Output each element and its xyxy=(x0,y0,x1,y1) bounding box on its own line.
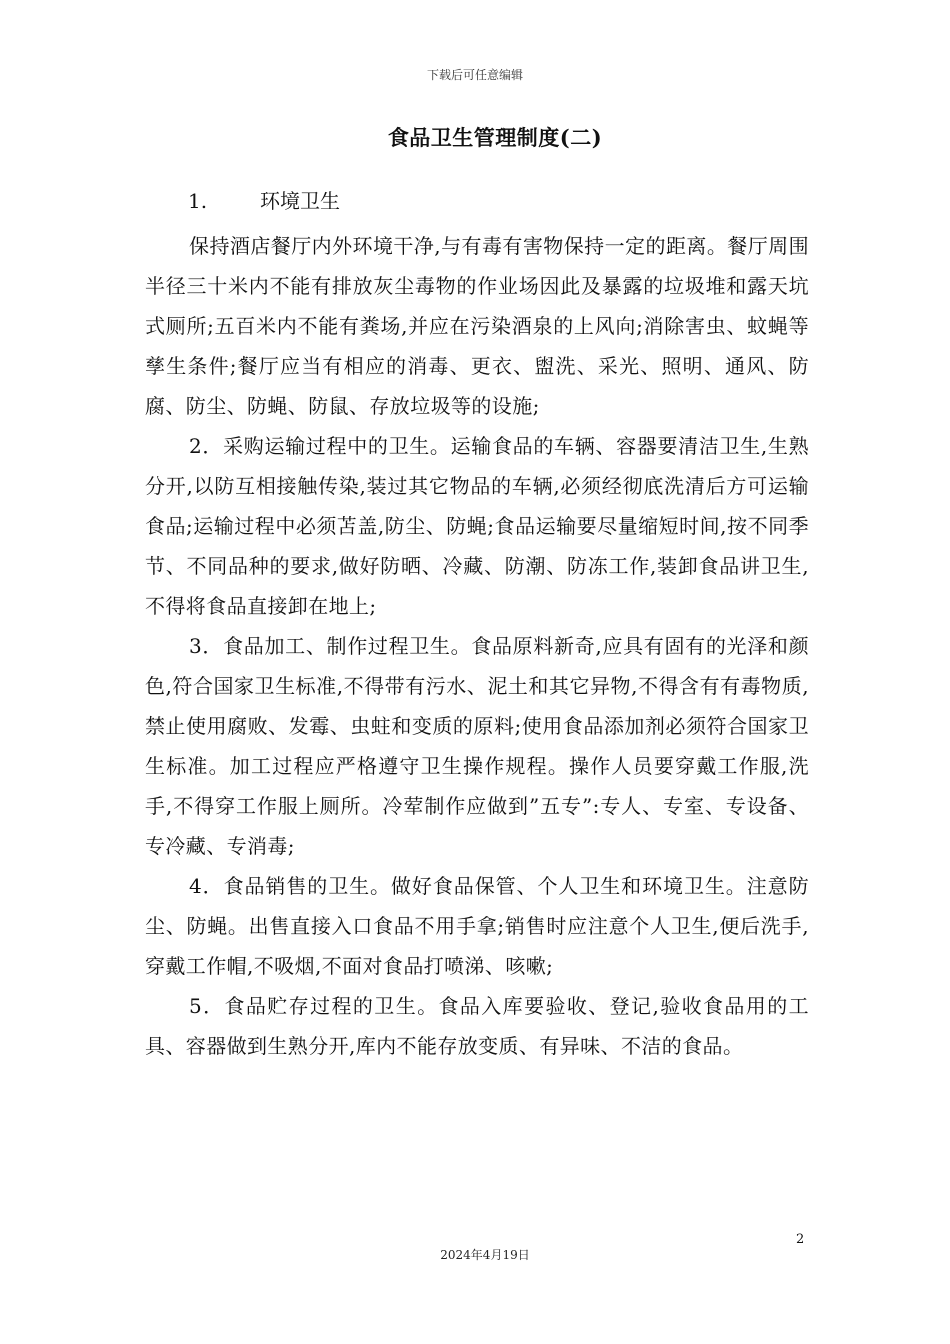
document-title: 食品卫生管理制度(二) xyxy=(387,125,603,150)
section-number: 1. xyxy=(188,189,208,213)
header-note: 下载后可任意编辑 xyxy=(426,68,523,82)
paragraph-storage: 5．食品贮存过程的卫生。食品入库要验收、登记,验收食品用的工具、容器做到生熟分开,库内不能存放变质、有异味、不洁的食品。 xyxy=(145,994,809,1058)
section-heading xyxy=(188,186,340,216)
paragraph-processing: 3．食品加工、制作过程卫生。食品原料新奇,应具有固有的光泽和颜色,符合国家卫生标准,不得带有污水、泥土和其它异物,不得含有有毒物质,禁止使用腐败、发霉、虫蛀和变质的原料;使用食品添加剂必须符合国家卫生标准。加工过程应严格遵守卫生操作规程。操作人员要穿戴工作服,洗手,不得穿工作服上厕所。冷荤制作应做到”五专”:专人、专室、专设备、专冷藏、专消毒; xyxy=(145,634,809,858)
paragraph-transport: 2．采购运输过程中的卫生。运输食品的车辆、容器要清洁卫生,生熟分开,以防互相接触传染,装过其它物品的车辆,必须经彻底洗清后方可运输食品;运输过程中必须苫盖,防尘、防蝇;食品运输要尽量缩短时间,按不同季节、不同品种的要求,做好防晒、冷藏、防潮、防冻工作,装卸食品讲卫生,不得将食品直接卸在地上; xyxy=(145,434,809,618)
footer-date: 2024年4月19日 xyxy=(440,1248,530,1262)
page-number: 2 xyxy=(796,1232,805,1247)
document-body xyxy=(145,226,809,1066)
paragraph-environment: 保持酒店餐厅内外环境干净,与有毒有害物保持一定的距离。餐厅周围半径三十米内不能有排放灰尘毒物的作业场因此及暴露的垃圾堆和露天坑式厕所;五百米内不能有粪场,并应在污染酒泉的上风向;消除害虫、蚊蝇等孳生条件;餐厅应当有相应的消毒、更衣、盥洗、采光、照明、通风、防腐、防尘、防蝇、防鼠、存放垃圾等的设施; xyxy=(145,234,809,418)
section-heading-text: 环境卫生 xyxy=(260,189,340,213)
paragraph-sales: 4．食品销售的卫生。做好食品保管、个人卫生和环境卫生。注意防尘、防蝇。出售直接入口食品不用手拿;销售时应注意个人卫生,便后洗手,穿戴工作帽,不吸烟,不面对食品打喷涕、咳嗽; xyxy=(145,874,809,978)
